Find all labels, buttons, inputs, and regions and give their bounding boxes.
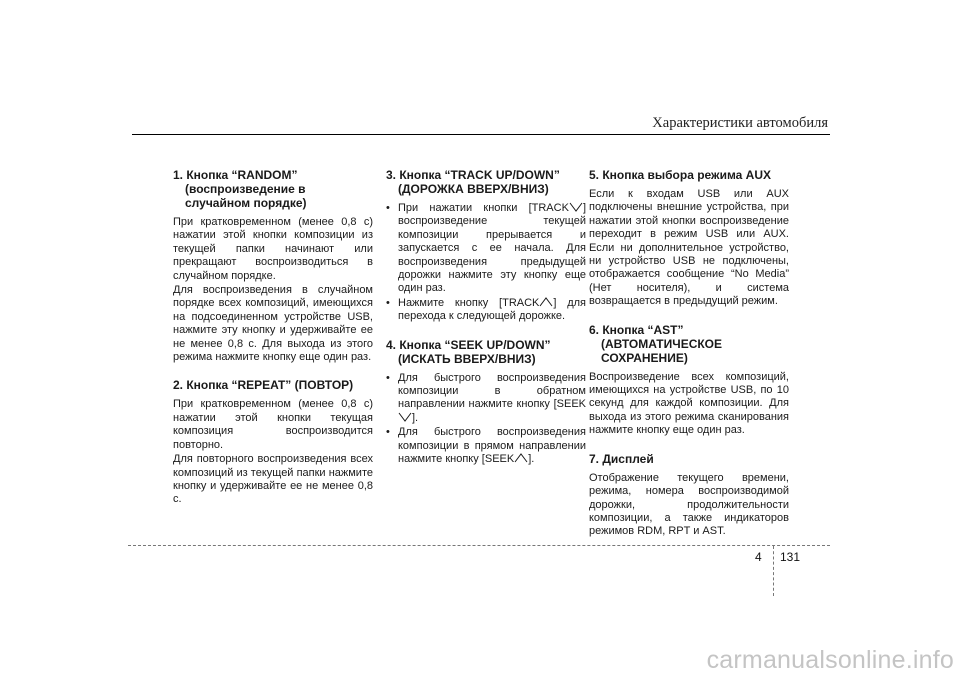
track-bullet-2-text: Нажмите кнопку [TRACK: [398, 296, 540, 309]
column-right: [589, 168, 789, 540]
watermark: carmanualsonline.info: [706, 646, 954, 674]
chevron-up-icon: [539, 297, 553, 307]
section-seek-title: 4. Кнопка “SEEK UP/DOWN” (ИСКАТЬ ВВЕРХ/ВНИЗ): [386, 337, 551, 366]
section-ast-title: 6. Кнопка “AST” (АВТОМАТИЧЕСКОЕ СОХРАНЕНИЕ): [589, 322, 723, 365]
track-bullet-1-text: При нажатии кнопки [TRACK: [398, 202, 569, 214]
column-left: [173, 168, 373, 508]
section-repeat-title: 2. Кнопка “REPEAT” (ПОВТОР): [173, 378, 354, 393]
section-seek-list: [386, 372, 586, 467]
list-item: [386, 202, 586, 296]
chevron-up-icon: [514, 453, 528, 463]
section-display-title: 7. Дисплей: [589, 451, 654, 466]
header-divider: [132, 134, 830, 135]
section-random-paragraph-1: При кратковременном (менее 0,8 с) нажатии этой кнопки композиции из текущей папки начинают или прекращают воспроизводиться в случайном порядке.: [173, 216, 373, 282]
chapter-number: 4: [755, 550, 762, 564]
section-display-paragraph: Отображение текущего времени, режима, номера воспроизводимой дорожки, продолжительности композиции, а также индикаторов режимов RDM, RPT и AST.: [589, 471, 789, 538]
section-random-paragraph-2: Для воспроизведения в случайном порядке всех композиций, имеющихся на подсоединенном устройстве USB, нажмите эту кнопку и удерживайте ее не менее 0,8 с. Для выхода из этого режима нажмите кнопку еще один раз.: [173, 284, 373, 364]
section-repeat-paragraph-1: При кратковременном (менее 0,8 с) нажатии этой кнопки текущая композиция воспроизводится повторно.: [173, 398, 373, 451]
chevron-down-icon: [569, 202, 583, 212]
track-bullet-2-text-end: ] для перехода к следующей дорожке.: [398, 296, 587, 323]
list-item: [386, 426, 586, 466]
seek-bullet-1-text-end: ].: [412, 411, 419, 424]
page-header-title: Характеристики автомобиля: [652, 115, 828, 131]
section-repeat-paragraph-2: Для повторного воспроизведения всех композиций из текущей папки нажмите кнопку и удерживайте ее не менее 0,8 с.: [173, 453, 373, 506]
section-track-title: 3. Кнопка “TRACK UP/DOWN” (ДОРОЖКА ВВЕРХ/ВНИЗ): [386, 168, 560, 196]
list-item: [386, 372, 586, 426]
section-track-list: [386, 202, 586, 324]
section-aux-paragraph: Если к входам USB или AUX подключены внешние устройства, при нажатии этой кнопки воспроизведение переходит в режим USB или AUX. Если ни дополнительное устройство, ни устройство USB не подключены, отображается сообщение “No Media” (Нет носителя), и система возвращается в предыдущий режим.: [589, 188, 789, 308]
section-ast-paragraph: Воспроизведение всех композиций, имеющихся на устройстве USB, по 10 секунд для каждой композиции. Для выхода из этого режима сканирования нажмите кнопку еще один раз.: [589, 370, 789, 437]
page-number: 131: [780, 550, 801, 564]
column-middle: [386, 168, 586, 468]
section-random-title: 1. Кнопка “RANDOM” (воспроизведение в случайном порядке): [173, 168, 307, 210]
chevron-down-icon: [398, 412, 412, 422]
list-item: [386, 297, 586, 324]
track-bullet-1-text-end: ] воспроизведение текущей композиции прерывается и запускается с ее начала. Для воспроизведения предыдущей дорожки нажмите эту кнопку еще один раз.: [398, 202, 586, 295]
section-aux-title: 5. Кнопка выбора режима AUX: [589, 168, 772, 182]
seek-bullet-1-text: Для быстрого воспроизведения композиции в обратном направлении нажмите кнопку [SEEK: [398, 371, 586, 411]
footer-separator: [773, 546, 774, 596]
footer-divider: [128, 545, 830, 546]
seek-bullet-2-text: Для быстрого воспроизведения композиции в прямом направлении нажмите кнопку [SEEK: [398, 426, 586, 466]
seek-bullet-2-text-end: ].: [528, 453, 535, 466]
